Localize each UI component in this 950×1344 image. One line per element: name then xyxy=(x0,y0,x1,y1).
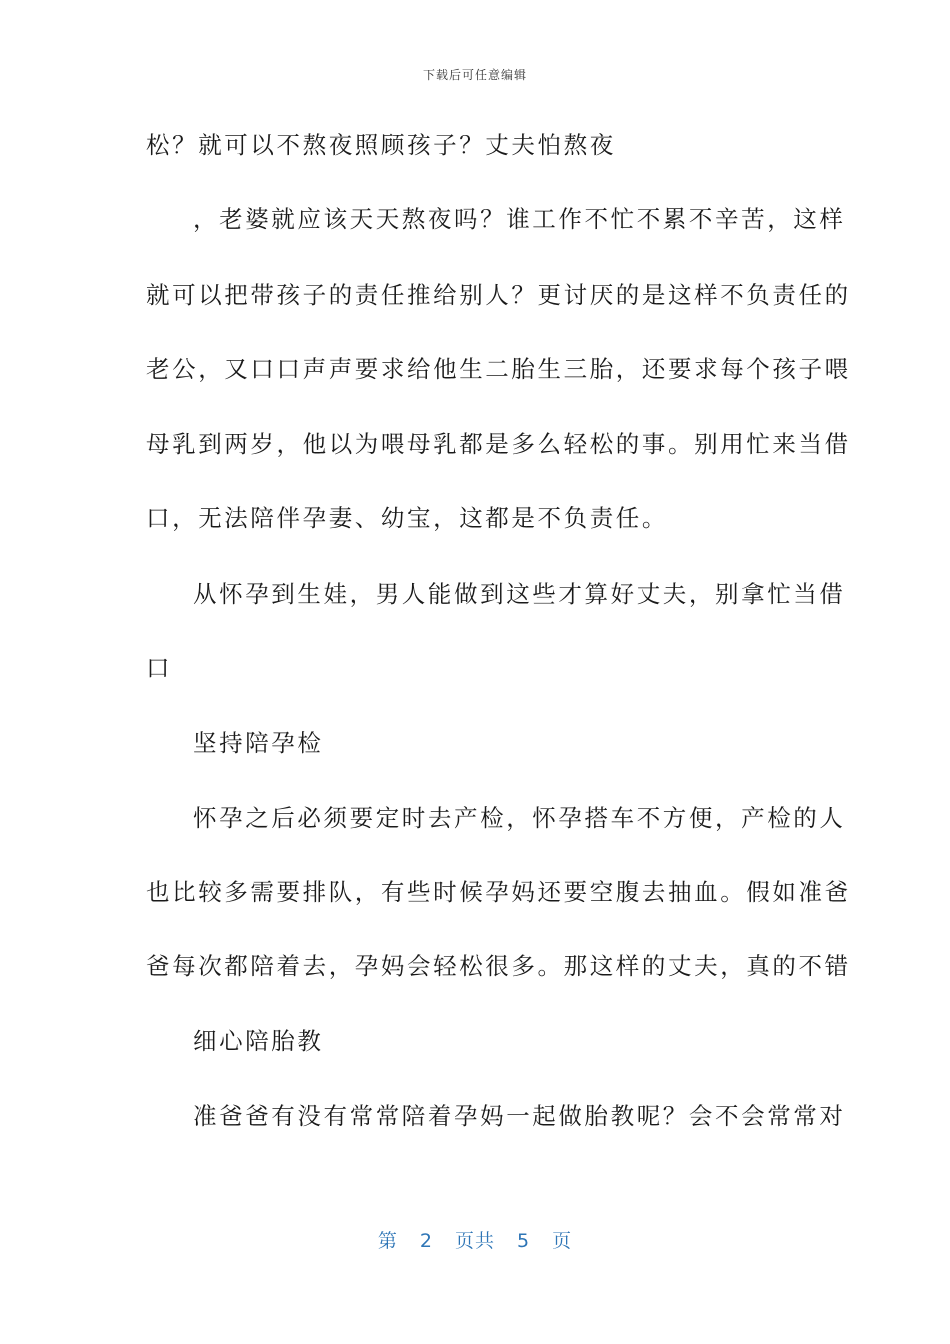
section-heading-prenatal-education: 细心陪胎教 xyxy=(193,1027,324,1055)
body-line-1: 松？就可以不熬夜照顾孩子？丈夫怕熬夜 xyxy=(146,131,616,159)
body-line-8: 口 xyxy=(146,654,173,682)
page-footer xyxy=(0,1226,950,1253)
body-line-3: 就可以把带孩子的责任推给别人？更讨厌的是这样不负责任的 xyxy=(146,281,851,309)
body-line-14: 准爸爸有没有常常陪着孕妈一起做胎教呢？会不会常常对 xyxy=(193,1102,846,1130)
footer-page-number: 2 xyxy=(419,1230,433,1252)
body-line-11: 也比较多需要排队，有些时候孕妈还要空腹去抽血。假如准爸 xyxy=(146,878,851,906)
section-heading-prenatal-checkup: 坚持陪孕检 xyxy=(193,729,324,757)
body-line-7: 从怀孕到生娃，男人能做到这些才算好丈夫，别拿忙当借 xyxy=(193,580,846,608)
body-line-5: 母乳到两岁，他以为喂母乳都是多么轻松的事。别用忙来当借 xyxy=(146,430,851,458)
footer-suffix: 页 xyxy=(552,1230,573,1252)
footer-prefix: 第 xyxy=(377,1230,398,1252)
body-line-2: ，老婆就应该天天熬夜吗？谁工作不忙不累不辛苦，这样 xyxy=(193,205,846,233)
body-line-4: 老公，又口口声声要求给他生二胎生三胎，还要求每个孩子喂 xyxy=(146,355,851,383)
footer-middle: 页共 xyxy=(454,1230,495,1252)
body-line-6: 口，无法陪伴孕妻、幼宝，这都是不负责任。 xyxy=(146,504,668,532)
body-line-10: 怀孕之后必须要定时去产检，怀孕搭车不方便，产检的人 xyxy=(193,804,846,832)
page-header: 下载后可任意编辑 xyxy=(422,68,527,82)
footer-total-pages: 5 xyxy=(517,1230,531,1252)
body-line-12: 爸每次都陪着去，孕妈会轻松很多。那这样的丈夫，真的不错 xyxy=(146,952,851,980)
